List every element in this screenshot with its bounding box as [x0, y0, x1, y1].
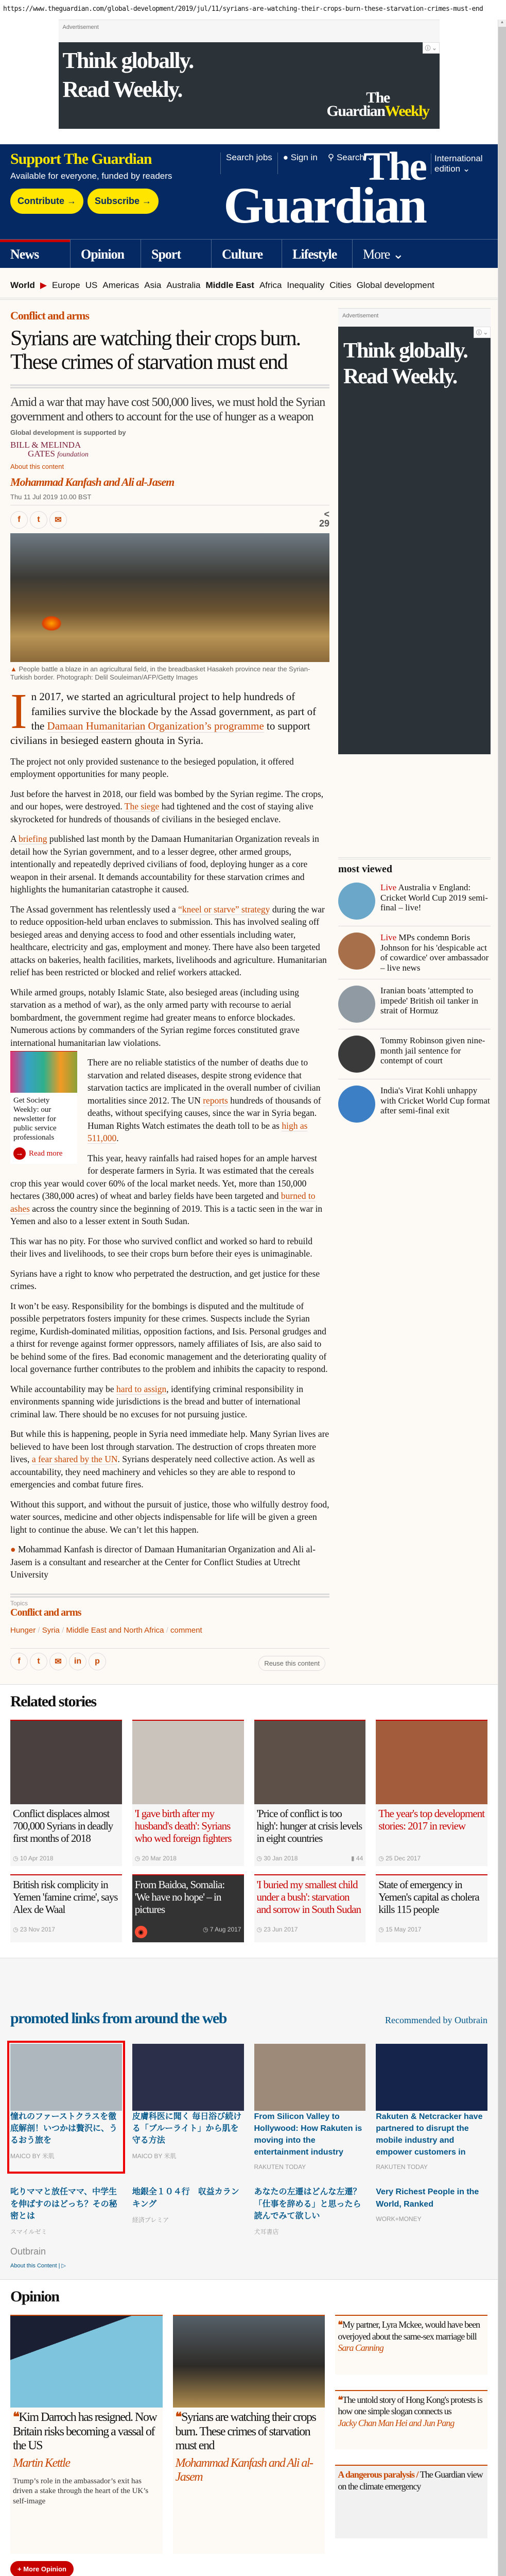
pillar-sport[interactable]: Sport [141, 240, 212, 268]
opinion-title: Opinion [10, 2288, 59, 2306]
paragraph: A briefing published last month by the Damaan Humanitarian Organization reveals in detail how the Syrian government, and to a lesser degree, other armed groups, intentionally and repeatedly deprived civilians of food, deploying hunger as a core weapon in their arsenal. It demands accountability for these starvation crimes and highlights the humanitarian catastrophe it caused. [10, 834, 319, 895]
facebook-icon[interactable]: f [10, 511, 28, 529]
bullet-icon: ● [10, 1544, 16, 1555]
email-icon[interactable]: ✉ [49, 1653, 67, 1670]
related-stories [0, 1684, 498, 1958]
drop-cap: I [10, 684, 27, 740]
search-jobs-link[interactable]: Search jobs [220, 152, 277, 174]
paragraph: This war has no pity. For those who survived conflict and worked so hard to rebuild their lives and livelihoods, to see their crops burn before their eyes is unimaginable. [10, 1235, 312, 1259]
opinion-card[interactable]: ❝Kim Darroch has resigned. Now Britain risks becoming a vassal of the US Martin Kettle Trump’s role in the ambassador’s exit has driven a stake through the heart of the UK’s self-image [10, 2315, 163, 2554]
inline-link[interactable]: reports [203, 1095, 228, 1106]
promoted-link[interactable]: あなたの左遷はどんな左遷？「仕事を辞める」と思ったら読んでみて欲しい 犬耳書店 [254, 2188, 361, 2236]
topics-label: Topics [10, 1599, 28, 1607]
read-more-link[interactable]: → Read more [10, 1145, 77, 1164]
subnav-item[interactable]: Americas [102, 280, 139, 290]
contribute-button[interactable]: Contribute → [10, 189, 83, 214]
topics [10, 1594, 329, 1635]
ad-info-icon[interactable]: ⓘ ⌄ [474, 327, 491, 338]
paragraph: It won’t be easy. Responsibility for the bombings is disputed and the multitude of possible perpetrators fosters impunity for these crimes. Suspects include the Syrian regime, Kurdish-dominated militias, opposition factions, and Isis. Personal grudges and a thirst for revenge against former oppressors, namely affiliates of Isis, are also said to be behind some of the fires. Bad economic management and the deteriorating quality of local governance further contributes to the problem and inhibits the capacity to respond. [10, 1300, 328, 1375]
keyword-link[interactable]: Middle East and North Africa [66, 1625, 164, 1635]
keyword-link[interactable]: Hunger [10, 1625, 36, 1635]
site-header [0, 144, 498, 268]
ad-info-icon[interactable]: ⓘ ⌄ [423, 42, 440, 54]
live-label: Live [380, 883, 397, 892]
promoted-link[interactable]: Rakuten & Netcracker have partnered to disrupt the mobile industry and empower customers in RAKUTEN TODAY [376, 2044, 487, 2171]
paragraph: In 2017, we started an agricultural project to help hundreds of families survive the blockade by the Assad government, as part of the Damaan Humanitarian Organization’s programme to support civilians in besieged eastern ghouta in Syria. [10, 684, 317, 747]
pillar-culture[interactable]: Culture [212, 240, 282, 268]
topic-main-link[interactable]: Conflict and arms [10, 1606, 81, 1618]
inline-link[interactable]: briefing [19, 834, 47, 844]
quote-icon: ❝ [13, 2411, 19, 2425]
paragraph: While accountability may be hard to assign, identifying criminal responsibility in environments spanning wide jurisdictions is the bread and butter of international criminal law. There should be no excuses for not pursuing justice. [10, 1383, 304, 1419]
quote-icon: ❝ [338, 2394, 343, 2405]
logo-guardian: Guardian [223, 177, 426, 234]
quote-icon: ❝ [338, 2319, 343, 2330]
most-viewed-item[interactable]: Live Australia v England: Cricket World Cup 2019 semi-final – live! [338, 879, 491, 926]
about-outbrain-link[interactable]: About this Content | ▷ [10, 2263, 66, 2269]
thumbnail [338, 986, 375, 1023]
promoted-link[interactable]: 叱りママと放任ママ、中学生を伸ばすのはどっち？その秘密とは スマイルゼミ [10, 2188, 117, 2236]
keyword-link[interactable]: Syria [42, 1625, 60, 1635]
opinion-section [0, 2279, 498, 2576]
support-block [10, 150, 172, 214]
related-card[interactable]: Conflict displaces almost 700,000 Syrians in deadly first months of 2018 ◷ 10 Apr 2018 [10, 1720, 122, 1866]
article-main [0, 300, 498, 1684]
linkedin-icon[interactable]: in [69, 1653, 86, 1670]
sponsor-logo[interactable] [10, 440, 329, 459]
paragraph: But while this is happening, people in Syria need immediate help. Many Syrian lives are believed to have been lost through starvation. The destruction of crops threaten more lives, a fear shared by the UN. Syrians desperately need collective action. As well as accountability, they need machinery and vehicles so they are able to respond to emergencies and combat future fires. [10, 1429, 329, 1490]
arrow-right-icon: → [13, 1147, 26, 1160]
edition-selector[interactable]: International edition ⌄ [431, 154, 487, 174]
sponsor-line1: BILL & MELINDA [10, 439, 81, 450]
related-title: Related stories [10, 1692, 96, 1710]
inline-link[interactable]: hard to assign [116, 1383, 167, 1394]
bottom-share-bar [10, 1648, 329, 1674]
subnav-world[interactable]: World [10, 280, 35, 290]
twitter-icon[interactable]: t [30, 511, 47, 529]
paragraph: While armed groups, notably Islamic State, also besieged areas (including using starvation as a method of war), as the only armed party with recourse to aerial bombardment, the government regime had greater means to enforce blockades. Numerous actions by commanders of the Syrian regime forces constituted grave international humanitarian law violations. [10, 987, 300, 1048]
triangle-right-icon: ▶ [40, 280, 47, 290]
right-rail [338, 300, 491, 1132]
comment-count: ▮ 44 [351, 1854, 363, 1862]
opinion-byline: Mohammad Kanfash and Ali al-Jasem [175, 2456, 313, 2484]
thumbnail [338, 933, 375, 970]
subnav-item[interactable]: US [85, 280, 98, 290]
sponsor-line3: foundation [57, 450, 89, 459]
article-headline: Syrians are watching their crops burn. These crimes of starvation must end [10, 327, 329, 388]
scroll-up-arrow[interactable]: ▲ [498, 20, 506, 27]
top-advertisement[interactable] [59, 20, 440, 129]
keywords: Hunger / Syria / Middle East and North Africa / comment [10, 1625, 202, 1635]
promo-text: Get Society Weekly: our newsletter for public service professionals [13, 1096, 57, 1142]
share-count [319, 510, 329, 528]
ad-brand-guardian: Guardian [326, 102, 385, 120]
promo-image [10, 1052, 77, 1093]
related-card[interactable]: The year's top development stories: 2017 in review ◷ 25 Dec 2017 [376, 1720, 487, 1866]
rail-advertisement[interactable] [338, 327, 491, 754]
inline-link[interactable]: burned to ashes [10, 1191, 316, 1214]
quote-icon: ❝ [175, 2411, 182, 2425]
main-image[interactable] [10, 533, 329, 662]
paragraph: This year, heavy rainfalls had raised hopes for an ample harvest for desperate farmers in Syria. It was estimated that the cereals crop this year would cover 60% of the local market needs. Yet, more than 150,000 hectares (380,000 acres) of wheat and barley fields have been targeted and burned to ashes across the country since the beginning of 2019. This is a tactic seen in the war in Yemen and also to a lesser extent in South Sudan. [10, 1153, 323, 1227]
support-title: Support The Guardian [10, 150, 152, 167]
most-viewed-item[interactable]: Live MPs condemn Boris Johnson for his 'despicable act of cowardice' over ambassador – live news [338, 929, 491, 979]
standfirst: Amid a war that may have cost 500,000 lives, we must hold the Syrian government and others to account for the use of hunger as a weapon [10, 396, 325, 423]
pillar-opinion[interactable]: Opinion [71, 240, 141, 268]
thumbnail [338, 883, 375, 920]
subnav-item-active[interactable]: Middle East [205, 280, 254, 290]
pillar-news[interactable]: News [0, 240, 71, 268]
inline-link[interactable]: Damaan Humanitarian Organization’s programme [47, 720, 264, 733]
pinterest-icon[interactable]: p [89, 1653, 106, 1670]
related-card[interactable]: 'I buried my smallest child under a bush': starvation and sorrow in South Sudan ◷ 23 Jun 2017 [254, 1874, 366, 1942]
opinion-card-small[interactable]: ❝My partner, Lyra Mckee, would have been overjoyed about the same-sex marriage bill Sara Canning [335, 2315, 487, 2375]
subnav-item[interactable]: Inequality [287, 280, 325, 290]
subnav-item[interactable]: Global development [356, 280, 434, 290]
sign-in-label: Sign in [290, 152, 318, 162]
subscribe-button[interactable]: Subscribe → [88, 189, 159, 214]
paragraph: Just before the harvest in 2018, our field was bombed by the Syrian regime. The crops, and our hopes, were destroyed. The siege had tightened and the cost of staying alive skyrocketed for hundreds of thousands of civilians in the besieged enclave. [10, 788, 324, 824]
pillar-more[interactable]: More ⌄ [363, 247, 404, 262]
outbrain-logo[interactable]: Outbrain [10, 2246, 46, 2257]
address-bar[interactable]: https://www.theguardian.com/global-development/2019/jul/11/syrians-are-watching-their-crops-burn-these-starvation-crimes-must-end [3, 5, 483, 13]
promoted-link[interactable]: 皮膚科医に聞く 毎日浴び続ける「ブルーライト」から肌を守る方法 MAICO BY 米肌 [132, 2044, 244, 2171]
image-caption [10, 665, 329, 683]
subnav-item[interactable]: Cities [329, 280, 352, 290]
ad-brand-the: The [366, 89, 390, 106]
promoted-link[interactable]: 憧れのファーストクラスを徹底解剖！いつかは贅沢に、うるおう旅を MAICO BY 米肌 [10, 2044, 122, 2171]
thumbnail [338, 1086, 375, 1123]
inline-link[interactable]: high as 511,000 [88, 1120, 308, 1144]
guardian-logo[interactable] [223, 144, 426, 234]
opinion-standfirst: Trump’s role in the ambassador’s exit has driven a stake through the heart of the UK’s self-image [13, 2477, 149, 2505]
paragraph: The Assad government has relentlessly used a “kneel or starve” strategy during the war to reduce opposition-held urban enclaves to submission. This has involved sealing off besieged areas and denying access to food and other essentials including water, healthcare, electricity and gas, employment and money. There have also been targeted attacks on bakeries, health facilities, markets, livelihoods and agriculture. Humanitarian relief has been restricted or blocked and relief workers attacked. [10, 904, 327, 978]
more-opinion-button[interactable]: + More Opinion [10, 2561, 74, 2576]
logo-the: The [363, 144, 426, 189]
share-count-value: 29 [319, 518, 329, 529]
caption-text: People battle a blaze in an agricultural field, in the breadbasket Hasakeh province near the Syrian-Turkish border. Photograph: Delil Souleiman/AFP/Getty Images [10, 665, 310, 682]
about-content-link[interactable]: About this content [10, 462, 64, 470]
pillar-nav [0, 239, 498, 268]
live-label: Live [380, 933, 397, 942]
most-viewed-title: most viewed [338, 863, 392, 875]
scrollbar[interactable] [498, 20, 506, 2576]
keyword-link[interactable]: comment [170, 1625, 202, 1635]
user-icon: ● [283, 152, 289, 162]
paragraph: Syrians have a right to know who perpetrated the destruction, and get justice for these crimes. [10, 1268, 320, 1292]
related-card[interactable]: 'I gave birth after my husband's death': Syrians who wed foreign fighters ◷ 20 Mar 2018 [132, 1720, 244, 1866]
publish-date: Thu 11 Jul 2019 10.00 BST [10, 493, 329, 505]
subnav-item[interactable]: Europe [51, 280, 80, 290]
paragraph: Without this support, and without the pursuit of justice, those who wilfully destroy food, water sources, medicine and other objects indispensable for life will be given a green light to continue the abuse. We can’t let this happen. [10, 1499, 329, 1535]
subnav-item[interactable]: Australia [166, 280, 201, 290]
opinion-card[interactable]: ❝Syrians are watching their crops burn. These crimes of starvation must end Mohammad Kanfash and Ali al-Jasem [173, 2315, 325, 2554]
twitter-icon[interactable]: t [30, 1653, 47, 1670]
most-viewed-item[interactable]: Tommy Robinson given nine-month jail sentence for contempt of court [338, 1032, 491, 1079]
subnav-item[interactable]: Asia [144, 280, 162, 290]
ad-line2: Read Weekly. [343, 365, 457, 388]
ad-label: Advertisement [338, 308, 491, 327]
promoted-link[interactable]: From Silicon Valley to Hollywood: How Rakuten is moving into the entertainment industry RAKUTEN TODAY [254, 2044, 366, 2171]
inline-link[interactable]: The siege [124, 801, 160, 812]
comment-icon: ▮ [351, 1854, 355, 1862]
thumbnail [338, 1036, 375, 1073]
subnav-item[interactable]: Africa [259, 280, 282, 290]
outbrain-title: promoted links from around the web [10, 2009, 226, 2027]
ad-label: Advertisement [59, 20, 440, 42]
paragraph: The project not only provided sustenance to the besieged population, it offered employment opportunities for many people. [10, 756, 294, 779]
promoted-link[interactable]: Very Richest People in the World, Ranked WORK+MONEY [376, 2188, 479, 2223]
inline-link[interactable]: “kneel or starve” strategy [178, 904, 270, 914]
promoted-link[interactable]: 地銀全１０４行 収益カランキング 経済プレミア [132, 2188, 239, 2224]
reuse-content-button[interactable]: Reuse this content [258, 1656, 325, 1671]
related-card[interactable]: State of emergency in Yemen's capital as cholera kills 115 people ◷ 15 May 2017 [376, 1874, 487, 1942]
triangle-up-icon: ▲ [10, 665, 17, 673]
ad-line1: Think globally. [62, 48, 194, 73]
section-kicker[interactable]: Conflict and arms [10, 309, 89, 322]
support-subtitle: Available for everyone, funded by readers [10, 171, 172, 181]
newsletter-promo[interactable] [10, 1051, 77, 1164]
opinion-card-small[interactable]: ❝The untold story of Hong Kong's protests is how one simple slogan connects us Jacky Chan Man Hei and Jun Pang [335, 2390, 487, 2450]
recommended-by-outbrain[interactable]: Recommended by Outbrain [385, 2014, 487, 2025]
most-viewed [338, 857, 491, 1129]
share-icon: < [324, 509, 329, 519]
supported-by-label: Global development is supported by [10, 428, 126, 436]
article-body [10, 684, 329, 1581]
most-viewed-item[interactable]: Iranian boats 'attempted to impede' British oil tanker in strait of Hormuz [338, 982, 491, 1029]
promoted-links [0, 1958, 498, 2279]
related-card[interactable]: British risk complicity in Yemen 'famine crime', says Alex de Waal ◷ 23 Nov 2017 [10, 1874, 122, 1942]
byline[interactable]: Mohammad Kanfash and Ali al-Jasem [10, 475, 175, 488]
ad-line1: Think globally. [343, 339, 467, 363]
ad-brand-weekly: Weekly [385, 102, 429, 120]
camera-icon: ◉ [135, 1926, 147, 1938]
facebook-icon[interactable]: f [10, 1653, 28, 1670]
most-viewed-item[interactable]: India's Virat Kohli unhappy with Cricket World Cup format after semi-final exit [338, 1082, 491, 1129]
plus-icon: + [18, 2565, 22, 2573]
share-bar [10, 510, 329, 530]
opinion-byline: Martin Kettle [13, 2456, 70, 2470]
email-icon[interactable]: ✉ [49, 511, 67, 529]
search-icon: ⚲ [327, 152, 335, 162]
ad-line2: Read Weekly. [62, 77, 182, 102]
paragraph: There are no reliable statistics of the number of deaths due to starvation and related diseases, despite strong evidence that starvation tactics are implicated in the overall number of civilian mortalities since 2012. The UN reports hundreds of thousands of deaths, without specifying causes, since the war in Syria began. Human Rights Watch estimates the death toll to be as high as 511,000. [88, 1057, 321, 1144]
adchoices-icon: ▷ [61, 2263, 66, 2269]
search-label: Search ⌄ [336, 152, 374, 162]
pillar-lifestyle[interactable]: Lifestyle [282, 240, 353, 268]
related-card[interactable]: From Baidoa, Somalia: 'We have no hope' – in pictures ◉ ◷ 7 Aug 2017 [132, 1874, 244, 1942]
editorial-card[interactable]: A dangerous paralysis / The Guardian view on the climate emergency [335, 2465, 487, 2538]
related-card[interactable]: 'Price of conflict is too high': hunger at crisis levels in eight countries ◷ 30 Jan 2018 ▮ 44 [254, 1720, 366, 1866]
author-bio: ● Mohammad Kanfash is director of Damaan Humanitarian Organization and Ali al-Jasem is a consultant and researcher at the Center for Conflict Studies at Utrecht University [10, 1544, 316, 1580]
inline-link[interactable]: a fear shared by the UN [31, 1454, 118, 1465]
subnav [0, 268, 498, 300]
sponsor-line2: GATES [28, 448, 55, 459]
